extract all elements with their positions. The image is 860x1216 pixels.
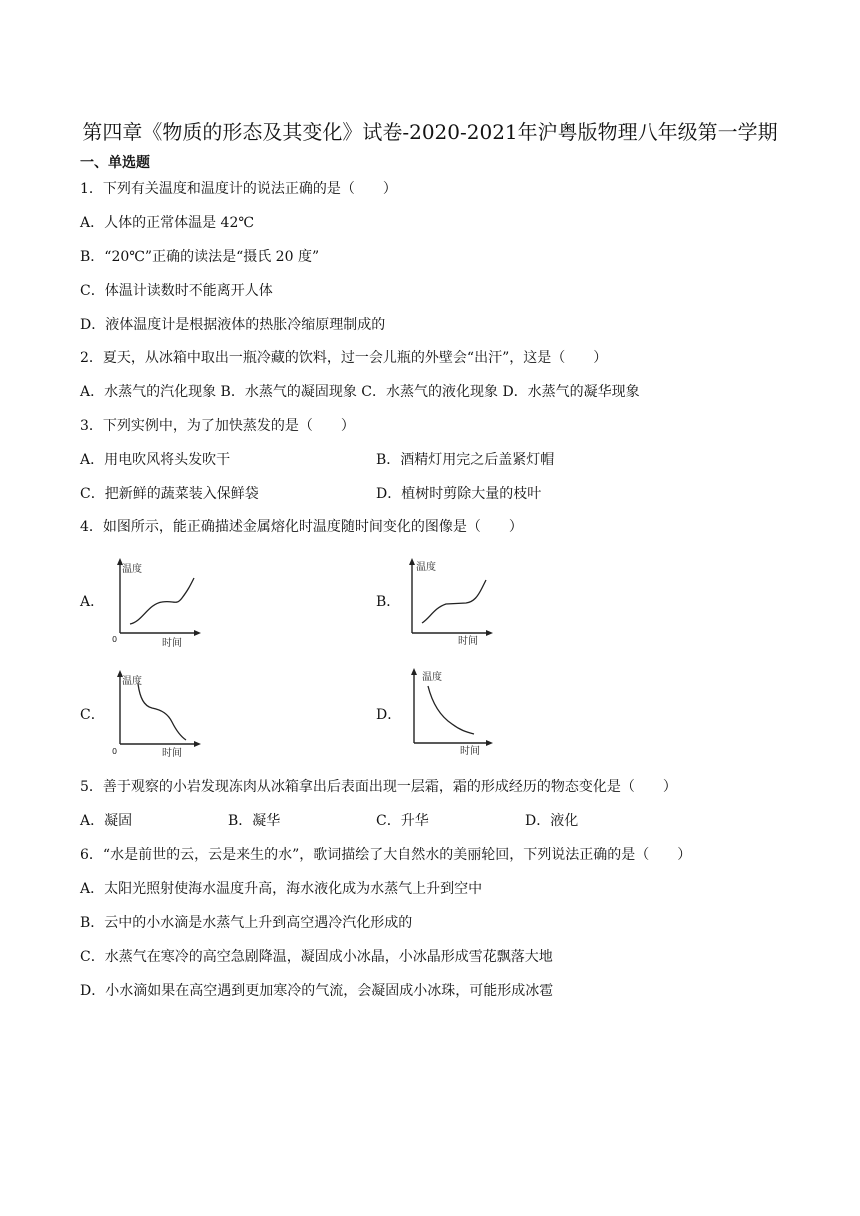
section-heading: 一、单选题 [80, 155, 150, 171]
graph-a-origin: 0 [112, 635, 118, 644]
question-6-option-c: C．水蒸气在寒冷的高空急剧降温，凝固成小冰晶，小冰晶形成雪花飘落大地 [80, 949, 553, 965]
page-title: 第四章《物质的形态及其变化》试卷-2020-2021年沪粤版物理八年级第一学期 [82, 120, 778, 144]
question-4-option-b: B． [376, 594, 401, 610]
graph-b-ylabel: 温度 [416, 562, 436, 573]
question-5-option-b: B．凝华 [228, 813, 281, 829]
graph-a-xlabel: 时间 [162, 638, 182, 649]
question-2-stem: 2．夏天，从冰箱中取出一瓶冷藏的饮料，过一会儿瓶的外壁会“出汗”，这是（ ） [80, 350, 608, 366]
question-6-option-a: A．太阳光照射使海水温度升高，海水液化成为水蒸气上升到空中 [80, 881, 483, 897]
question-4-option-d: D． [376, 707, 402, 723]
graph-a [110, 556, 205, 650]
question-5-stem: 5．善于观察的小岩发现冻肉从冰箱拿出后表面出现一层霜，霜的形成经历的物态变化是（ ） [80, 779, 677, 795]
question-1-stem: 1．下列有关温度和温度计的说法正确的是（ ） [80, 181, 397, 197]
question-4-stem: 4．如图所示，能正确描述金属熔化时温度随时间变化的图像是（ ） [80, 519, 523, 535]
graph-d-ylabel: 温度 [422, 672, 442, 683]
question-5-option-c: C．升华 [376, 813, 429, 829]
graph-d-xlabel: 时间 [460, 746, 480, 757]
graph-c [110, 668, 205, 762]
question-3-option-b: B．酒精灯用完之后盖紧灯帽 [376, 452, 555, 468]
question-1-option-a: A．人体的正常体温是 42℃ [80, 215, 255, 231]
graph-b-xlabel: 时间 [458, 636, 478, 647]
question-6-option-d: D．小水滴如果在高空遇到更加寒冷的气流，会凝固成小冰珠，可能形成冰雹 [80, 983, 554, 999]
question-1-option-d: D．液体温度计是根据液体的热胀冷缩原理制成的 [80, 317, 386, 333]
graph-a-ylabel: 温度 [122, 564, 142, 575]
question-3-option-d: D．植树时剪除大量的枝叶 [376, 486, 542, 502]
graph-b [402, 556, 497, 650]
question-6-stem: 6．“水是前世的云，云是来生的水”，歌词描绘了大自然水的美丽轮回，下列说法正确的是（ ） [80, 847, 692, 863]
question-3-option-c: C．把新鲜的蔬菜装入保鲜袋 [80, 486, 259, 502]
question-4-option-c: C． [80, 707, 105, 723]
question-1-option-b: B．“20℃”正确的读法是“摄氏 20 度” [80, 249, 320, 265]
question-3-stem: 3．下列实例中，为了加快蒸发的是（ ） [80, 418, 355, 434]
graph-c-origin: 0 [112, 747, 118, 756]
question-4-option-a: A． [80, 594, 105, 610]
graph-c-xlabel: 时间 [162, 748, 182, 759]
question-5-option-a: A．凝固 [80, 813, 133, 829]
question-2-options: A．水蒸气的汽化现象 B．水蒸气的凝固现象 C．水蒸气的液化现象 D．水蒸气的凝华现象 [80, 384, 640, 400]
graph-c-ylabel: 温度 [122, 676, 142, 687]
question-6-option-b: B．云中的小水滴是水蒸气上升到高空遇冷汽化形成的 [80, 915, 413, 931]
graph-d [402, 666, 497, 760]
question-5-option-d: D．液化 [525, 813, 579, 829]
question-3-option-a: A．用电吹风将头发吹干 [80, 452, 231, 468]
question-1-option-c: C．体温计读数时不能离开人体 [80, 283, 273, 299]
